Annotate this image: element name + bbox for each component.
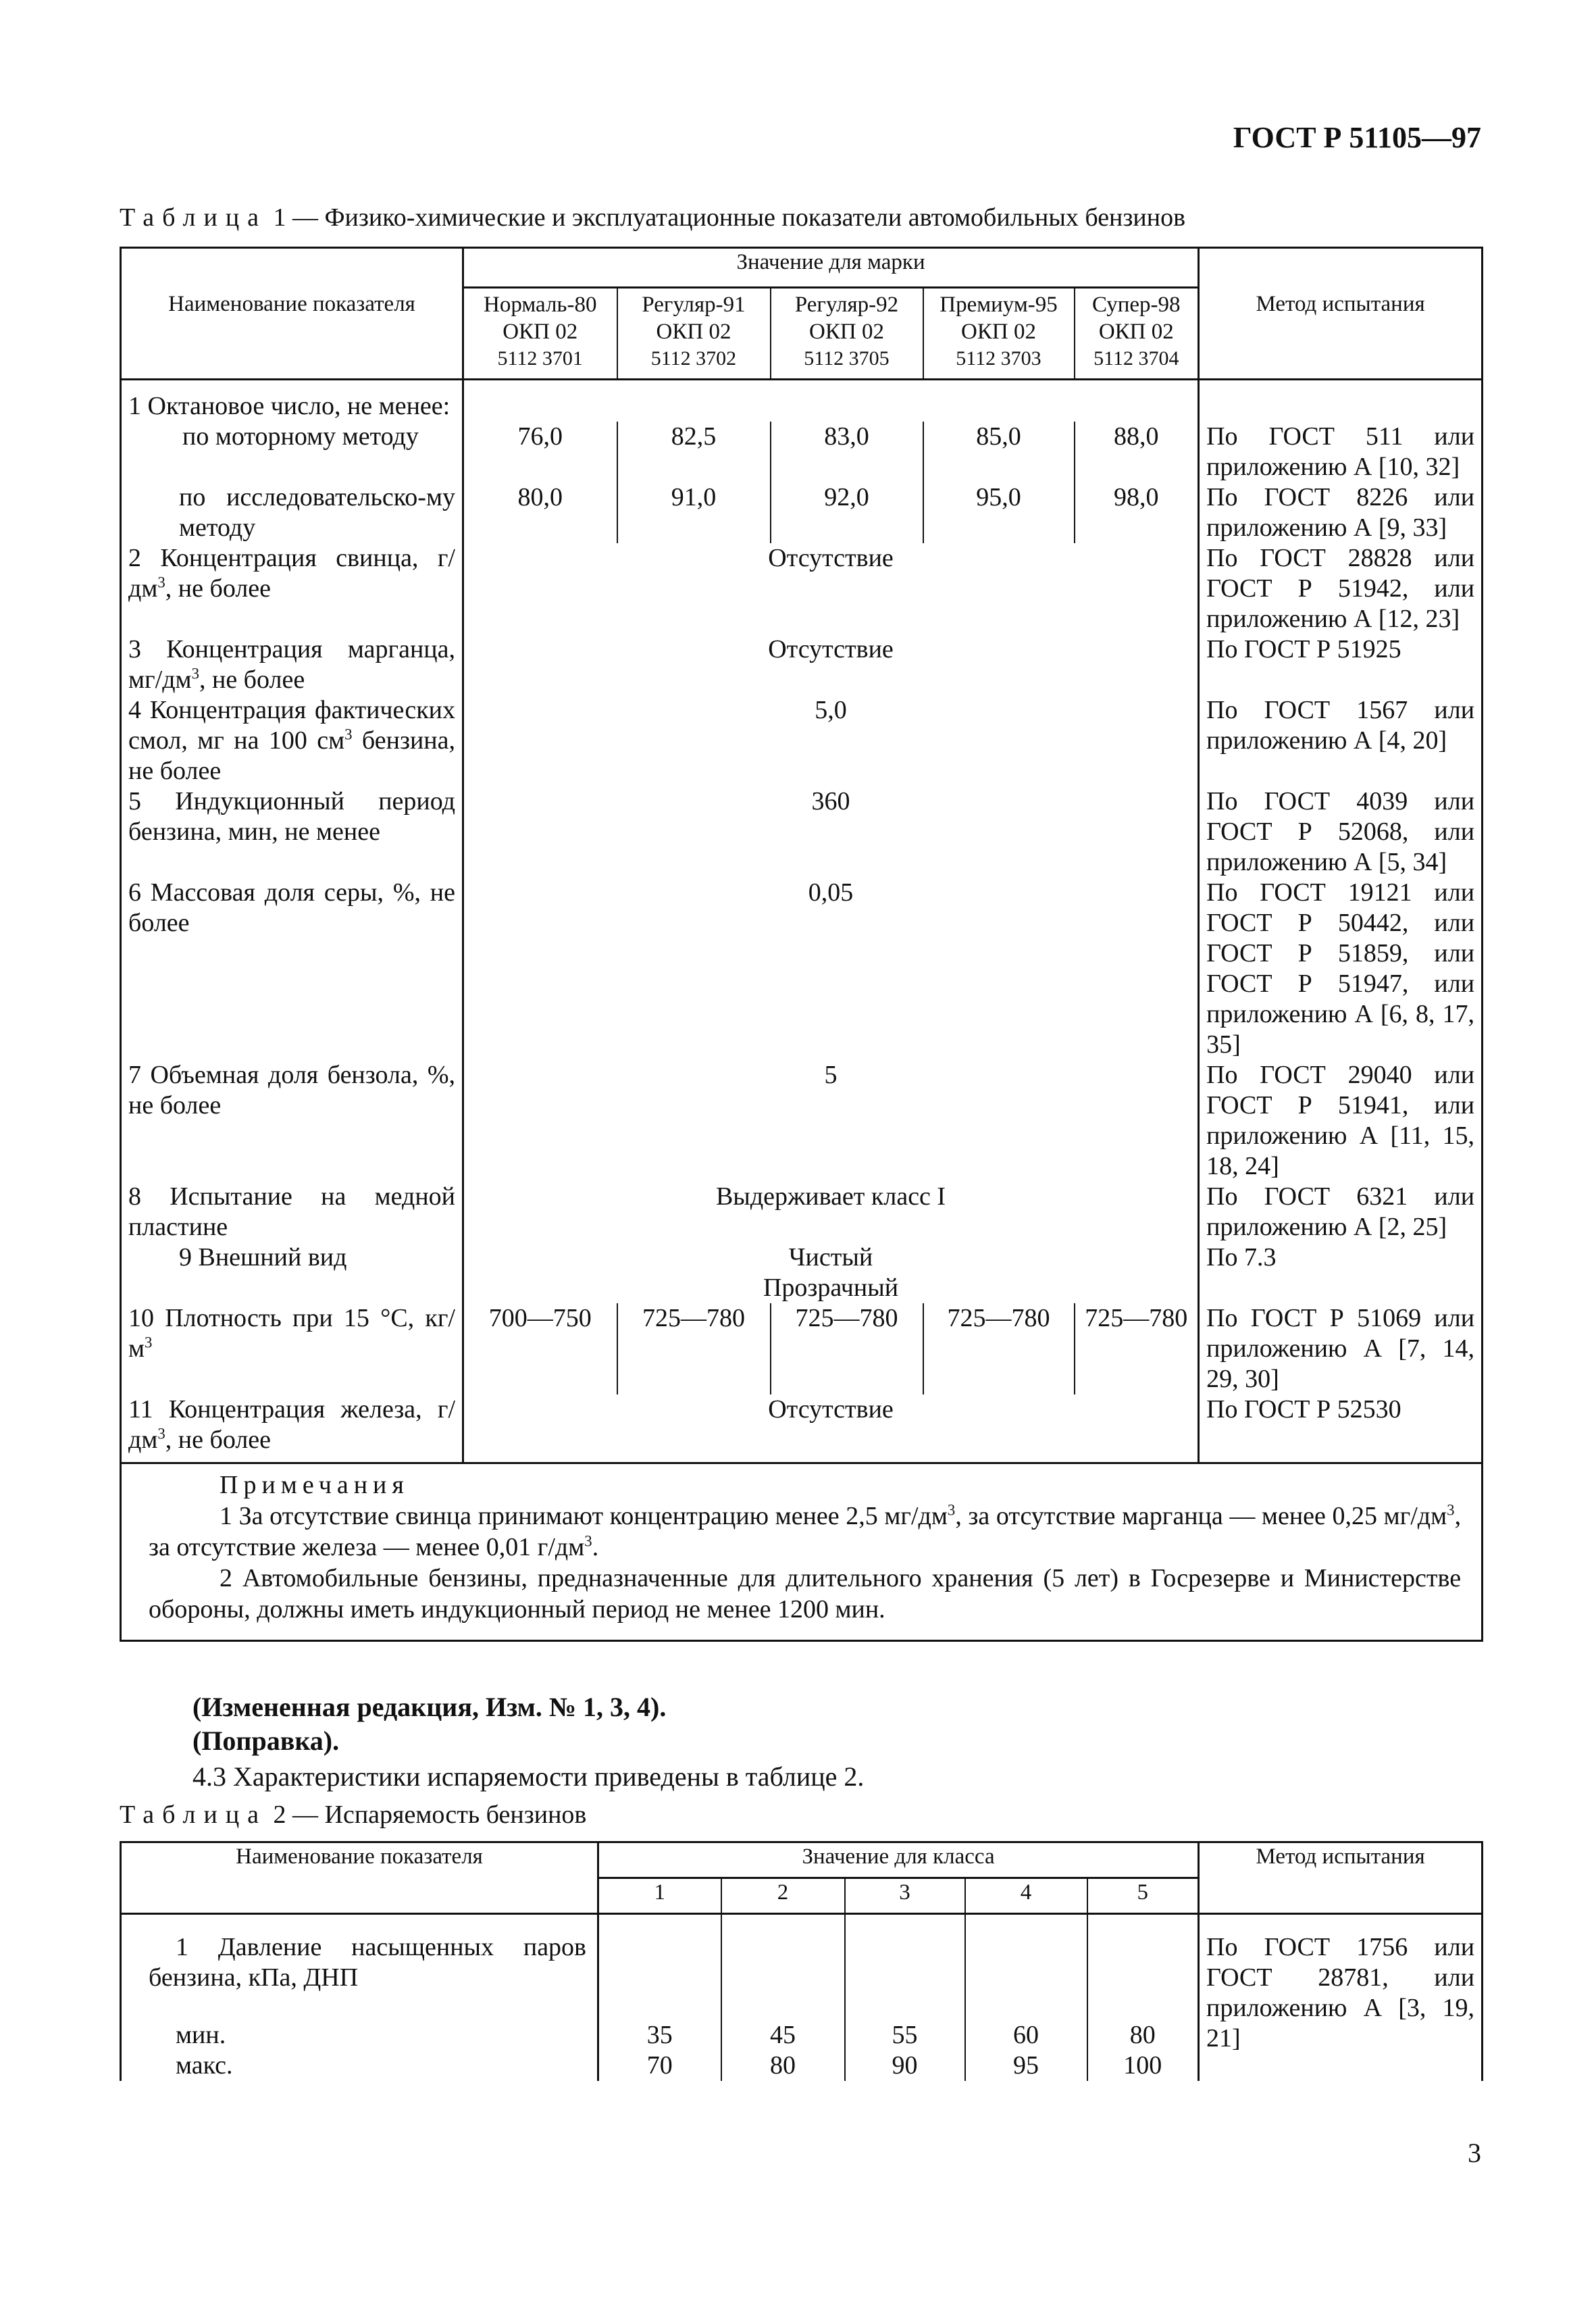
grade-header xyxy=(617,288,771,380)
grade-name: Супер-98 xyxy=(1092,293,1181,317)
header-value-group: Значение для класса xyxy=(598,1842,1199,1878)
row-label: по моторному методу xyxy=(121,422,463,482)
header-value-group: Значение для марки xyxy=(463,248,1199,288)
method-cell: По ГОСТ 8226 или приложению А [9, 33] xyxy=(1199,482,1483,543)
table1-row xyxy=(121,695,1483,786)
method-cell: По ГОСТ Р 51069 или приложению А [7, 14, 29, 30] xyxy=(1199,1303,1483,1394)
table1-row xyxy=(121,878,1483,1060)
grade-code: 5112 3702 xyxy=(650,347,737,370)
value-cell: 76,0 xyxy=(517,422,563,451)
value-cell: 95,0 xyxy=(923,482,1075,543)
grade-code: 5112 3701 xyxy=(497,347,583,370)
value-cell: 82,5 xyxy=(617,422,771,482)
table2-caption-prefix: Таблица xyxy=(120,1801,267,1829)
class-header: 3 xyxy=(845,1878,965,1914)
method-cell: По ГОСТ 19121 или ГОСТ Р 50442, или ГОСТ Р 51859, или ГОСТ Р 51947, или приложению А [6, 8, 17, 35] xyxy=(1199,878,1483,1060)
method-cell: По ГОСТ Р 51925 xyxy=(1199,634,1483,695)
grade-code: 5112 3704 xyxy=(1093,347,1179,370)
value-cell: 85,0 xyxy=(923,422,1075,482)
value-cell: Отсутствие xyxy=(768,635,894,663)
method-cell: По ГОСТ 511 или приложению А [10, 32] xyxy=(1199,422,1483,482)
method-cell: По ГОСТ 28828 или ГОСТ Р 51942, или приложению А [12, 23] xyxy=(1199,543,1483,634)
value-cell: 55 xyxy=(845,1993,965,2051)
grade-okp: ОКП 02 xyxy=(1098,320,1174,344)
row-label: по исследовательско-му методу xyxy=(121,482,463,543)
grade-header xyxy=(771,288,923,380)
value-cell: 98,0 xyxy=(1075,482,1199,543)
value-cell: 700—750 xyxy=(488,1304,592,1332)
grade-name: Регуляр-91 xyxy=(642,293,746,317)
row-label: 3 Концентрация марганца, $мг/дм^3$, не более xyxy=(121,634,463,695)
row-label: 2 Концентрация свинца, $г/дм^3$, не более xyxy=(121,543,463,634)
class-header: 1 xyxy=(598,1878,721,1914)
table2-caption xyxy=(120,1800,586,1830)
grade-name: Регуляр-92 xyxy=(794,293,899,317)
value-cell: 60 xyxy=(965,1993,1087,2051)
notes-title: Примечания xyxy=(220,1471,409,1499)
table1-row xyxy=(121,634,1483,695)
table1-row xyxy=(121,1242,1483,1303)
row-label: 11 Концентрация железа, $г/дм^3$, не более xyxy=(121,1394,463,1463)
table1-caption xyxy=(120,203,1185,232)
value-cell: 35 xyxy=(646,2021,673,2049)
class-header: 4 xyxy=(965,1878,1087,1914)
table1-caption-prefix: Таблица xyxy=(120,203,267,232)
table1-row xyxy=(121,786,1483,878)
value-cell: Отсутствие xyxy=(768,544,894,572)
grade-code: 5112 3703 xyxy=(956,347,1041,370)
table1-caption-text: 1 — Физико-химические и эксплуатационные показатели автомобильных бензинов xyxy=(267,203,1186,232)
revised-note: (Измененная редакция, Изм. № 1, 3, 4). xyxy=(192,1692,667,1722)
note-1: 1 За отсутствие свинца принимают концентрацию менее 2,5 $мг/дм^3$, за отсутствие марганца — менее 0,25 $мг/дм^3$, за отсутствие железа — менее 0,01 $г/дм^3$. xyxy=(149,1501,1462,1561)
value-cell: 70 xyxy=(646,2051,673,2080)
class-header: 2 xyxy=(721,1878,845,1914)
header-method: Метод испытания xyxy=(1199,1842,1483,1914)
table2 xyxy=(120,1841,1483,2081)
value-cell: 725—780 xyxy=(771,1303,923,1394)
table1-row xyxy=(121,422,1483,482)
page-number: 3 xyxy=(1468,2138,1481,2168)
table2-row xyxy=(121,1914,1483,1994)
table1-row xyxy=(121,543,1483,634)
row-label: 1 Октановое число, не менее: xyxy=(121,380,463,422)
note-2: 2 Автомобильные бензины, предназначенные для длительного хранения (5 лет) в Госрезерве и Министерстве обороны, должны иметь индукционный период не менее 1200 мин. xyxy=(149,1564,1462,1624)
value-cell: 0,05 xyxy=(808,878,854,907)
row-label: 8 Испытание на медной пластине xyxy=(121,1182,463,1242)
table1-row xyxy=(121,380,1483,422)
value-cell: Чистый Прозрачный xyxy=(763,1243,899,1302)
method-cell: По ГОСТ 1756 или ГОСТ 28781, или приложению А [3, 19, 21] xyxy=(1199,1914,1483,2082)
row-label: 7 Объемная доля бензола, %, не более xyxy=(121,1060,463,1182)
header-indicator: Наименование показателя xyxy=(121,248,463,380)
table1-notes xyxy=(121,1463,1483,1641)
table1 xyxy=(120,247,1483,1642)
header-indicator: Наименование показателя xyxy=(121,1842,598,1914)
paragraph-4-3: 4.3 Характеристики испаряемости приведены в таблице 2. xyxy=(192,1761,865,1792)
value-cell: 360 xyxy=(811,787,850,815)
method-cell: По ГОСТ Р 52530 xyxy=(1199,1394,1483,1463)
method-cell: По ГОСТ 4039 или ГОСТ Р 52068, или приложению А [5, 34] xyxy=(1199,786,1483,878)
row-label: макс. xyxy=(121,2051,598,2081)
correction-note: (Поправка). xyxy=(192,1726,340,1756)
value-cell: 45 xyxy=(721,1993,845,2051)
document-id: ГОСТ Р 51105—97 xyxy=(1233,121,1481,154)
row-label: 9 Внешний вид xyxy=(121,1242,463,1303)
method-cell: По 7.3 xyxy=(1199,1242,1483,1303)
grade-name: Нормаль-80 xyxy=(484,293,597,317)
value-cell: 83,0 xyxy=(771,422,923,482)
grade-name: Премиум-95 xyxy=(939,293,1058,317)
value-cell: 80,0 xyxy=(517,483,563,511)
header-method: Метод испытания xyxy=(1199,248,1483,380)
grade-header xyxy=(923,288,1075,380)
row-label: 4 Концентрация фактических смол, мг на 100 $см^3$ бензина, не более xyxy=(121,695,463,786)
row-label: 10 Плотность при 15 °С, $кг/м^3$ xyxy=(121,1303,463,1394)
value-cell: 91,0 xyxy=(617,482,771,543)
table1-row xyxy=(121,1303,1483,1394)
class-header: 5 xyxy=(1087,1878,1199,1914)
grade-okp: ОКП 02 xyxy=(809,320,884,344)
value-cell: 725—780 xyxy=(923,1303,1075,1394)
value-cell: 95 xyxy=(965,2051,1087,2081)
value-cell: 88,0 xyxy=(1075,422,1199,482)
row-label: мин. xyxy=(121,1993,598,2051)
value-cell: 92,0 xyxy=(771,482,923,543)
value-cell: Отсутствие xyxy=(463,1394,1199,1463)
method-cell: По ГОСТ 6321 или приложению А [2, 25] xyxy=(1199,1182,1483,1242)
value-cell: 80 xyxy=(721,2051,845,2081)
grade-header xyxy=(463,288,617,380)
value-cell: 725—780 xyxy=(617,1303,771,1394)
table1-row xyxy=(121,1394,1483,1463)
value-cell: 725—780 xyxy=(1075,1303,1199,1394)
grade-okp: ОКП 02 xyxy=(503,320,578,344)
method-cell: По ГОСТ 1567 или приложению А [4, 20] xyxy=(1199,695,1483,786)
method-cell: По ГОСТ 29040 или ГОСТ Р 51941, или приложению А [11, 15, 18, 24] xyxy=(1199,1060,1483,1182)
value-cell: 5 xyxy=(824,1061,838,1089)
table1-row xyxy=(121,1182,1483,1242)
value-cell: Выдерживает класс I xyxy=(715,1182,946,1211)
value-cell: 80 xyxy=(1087,1993,1199,2051)
table1-row xyxy=(121,482,1483,543)
grade-okp: ОКП 02 xyxy=(656,320,731,344)
row-label: 5 Индукционный период бензина, мин, не менее xyxy=(121,786,463,878)
value-cell: 100 xyxy=(1087,2051,1199,2081)
table2-header-row xyxy=(121,1842,1483,1878)
row-label: 6 Массовая доля серы, %, не более xyxy=(121,878,463,1060)
table1-header-row xyxy=(121,248,1483,288)
value-cell: 5,0 xyxy=(815,696,847,724)
value-cell: 90 xyxy=(845,2051,965,2081)
table1-row xyxy=(121,1060,1483,1182)
grade-header xyxy=(1075,288,1199,380)
row-label: 1 Давление насыщенных паров бензина, кПа, ДНП xyxy=(121,1914,598,1994)
table2-caption-text: 2 — Испаряемость бензинов xyxy=(267,1801,587,1829)
grade-okp: ОКП 02 xyxy=(961,320,1036,344)
grade-code: 5112 3705 xyxy=(804,347,890,370)
